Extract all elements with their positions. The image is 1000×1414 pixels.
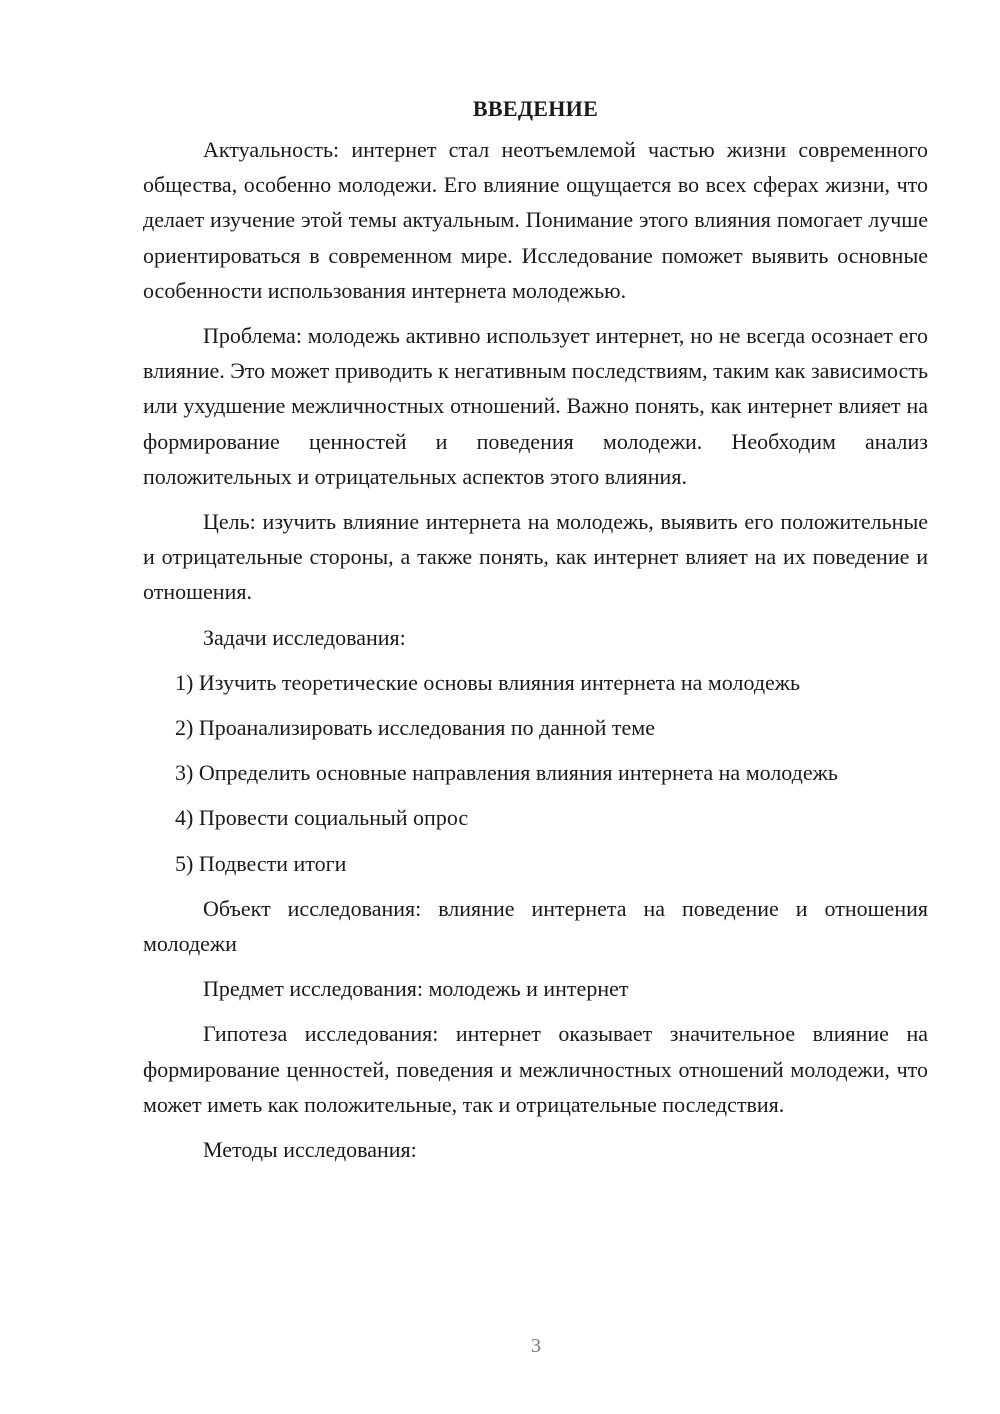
task-item-3: 3) Определить основные направления влияния интернета на молодежь — [175, 760, 838, 786]
task-list — [143, 665, 928, 881]
task-item-5: 5) Подвести итоги — [175, 850, 347, 876]
section-heading: ВВЕДЕНИЕ — [472, 96, 599, 121]
paragraph-subject: Предмет исследования: молодежь и интернет — [203, 976, 629, 1002]
tasks-title: Задачи исследования: — [203, 624, 406, 650]
paragraph-hypothesis: Гипотеза исследования: интернет оказывает значительное влияние на формирование ценностей, поведения и межличностных отношений молодежи, что может иметь как положительные, так и отрицательные последствия. — [143, 1021, 928, 1117]
page-number: 3 — [531, 1335, 541, 1357]
paragraph-methods-title: Методы исследования: — [203, 1137, 417, 1163]
paragraph-problem: Проблема: молодежь активно использует интернет, но не всегда осознает его влияние. Это может приводить к негативным последствиям, таким как зависимость или ухудшение межличностных отношений. Важно понять, как интернет влияет на формирование ценностей и поведения молодежи. Необходим анализ положительных и отрицательных аспектов этого влияния. — [143, 323, 928, 489]
paragraph-goal: Цель: изучить влияние интернета на молодежь, выявить его положительные и отрицательные стороны, а также понять, как интернет влияет на их поведение и отношения. — [143, 509, 928, 605]
paragraph-object: Объект исследования: влияние интернета на поведение и отношения молодежи — [143, 895, 928, 957]
task-item-2: 2) Проанализировать исследования по данной теме — [175, 715, 655, 741]
page-content — [143, 92, 928, 1177]
paragraph-relevance: Актуальность: интернет стал неотъемлемой частью жизни современного общества, особенно молодежи. Его влияние ощущается во всех сферах жизни, что делает изучение этой темы актуальным. Понимание этого влияния помогает лучше ориентироваться в современном мире. Исследование поможет выявить основные особенности использования интернета молодежью. — [143, 137, 928, 303]
task-item-1: 1) Изучить теоретические основы влияния интернета на молодежь — [175, 669, 801, 695]
task-item-4: 4) Провести социальный опрос — [175, 805, 469, 831]
